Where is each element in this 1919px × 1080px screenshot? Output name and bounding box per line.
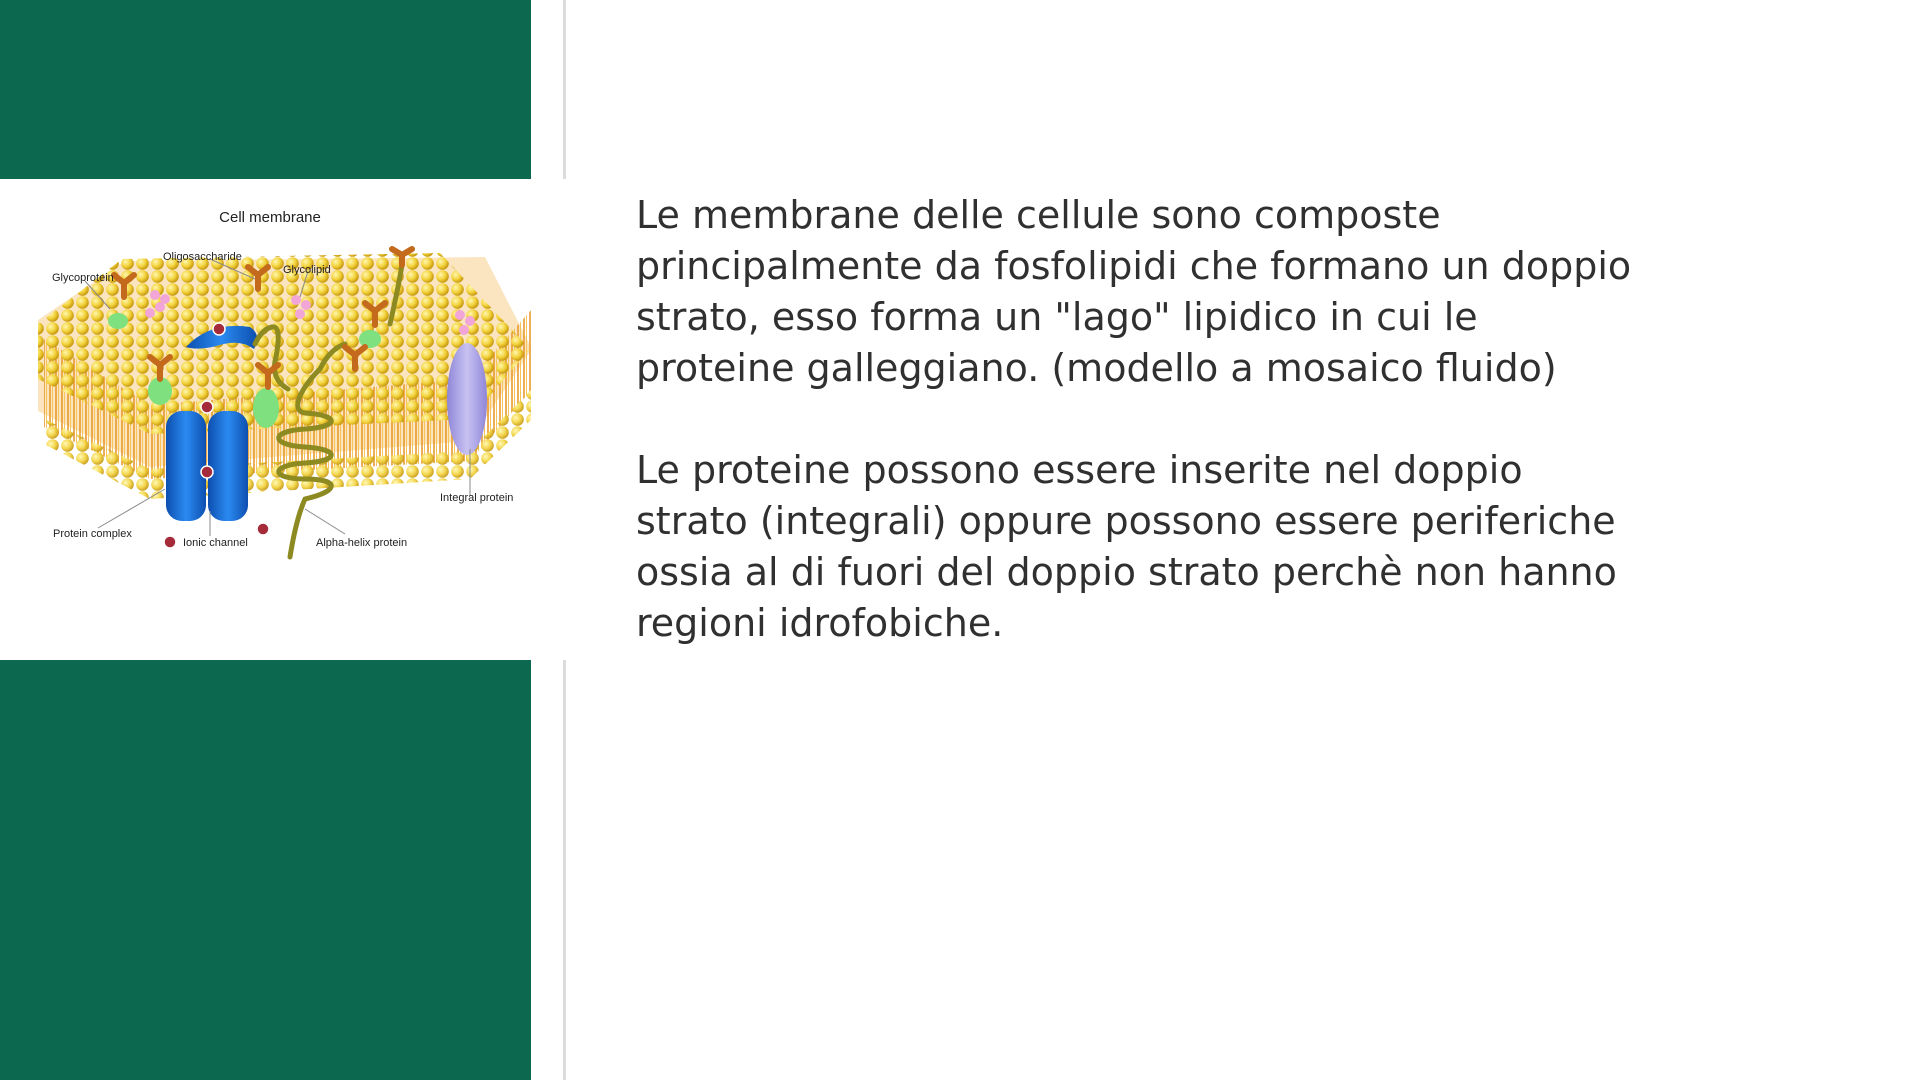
peripheral-protein-dot	[213, 323, 225, 335]
ion-dot	[257, 523, 269, 535]
figure-title: Cell membrane	[219, 209, 321, 226]
label-alpha-helix-protein: Alpha-helix protein	[316, 537, 408, 549]
integral-protein	[447, 343, 487, 455]
label-glycoprotein: Glycoprotein	[52, 272, 114, 284]
decorative-panel-top	[0, 0, 531, 179]
cell-membrane-diagram	[0, 179, 531, 660]
slide-body-text	[636, 190, 1636, 649]
vertical-divider-bottom	[563, 660, 566, 1080]
paragraph-fluid-mosaic: Le membrane delle cellule sono composte principalmente da fosfolipidi che formano un doppio strato, esso forma un "lago" lipidico in cui le proteine galleggiano. (modello a mosaico fluido)	[636, 193, 1632, 390]
label-oligosaccharide: Oligosaccharide	[163, 251, 242, 263]
paragraph-membrane-proteins: Le proteine possono essere inserite nel doppio strato (integrali) oppure possono essere periferiche ossia al di fuori del doppio strato perchè non hanno regioni idrofobiche.	[636, 448, 1617, 645]
vertical-divider-top	[563, 0, 566, 179]
label-glycolipid: Glycolipid	[283, 264, 331, 276]
decorative-panel-bottom	[0, 660, 531, 1080]
cell-membrane-figure	[0, 179, 531, 660]
ionic-channel-marker	[164, 536, 176, 548]
label-ionic-channel: Ionic channel	[183, 537, 248, 549]
label-protein-complex: Protein complex	[53, 528, 132, 540]
label-integral-protein: Integral protein	[440, 492, 514, 504]
